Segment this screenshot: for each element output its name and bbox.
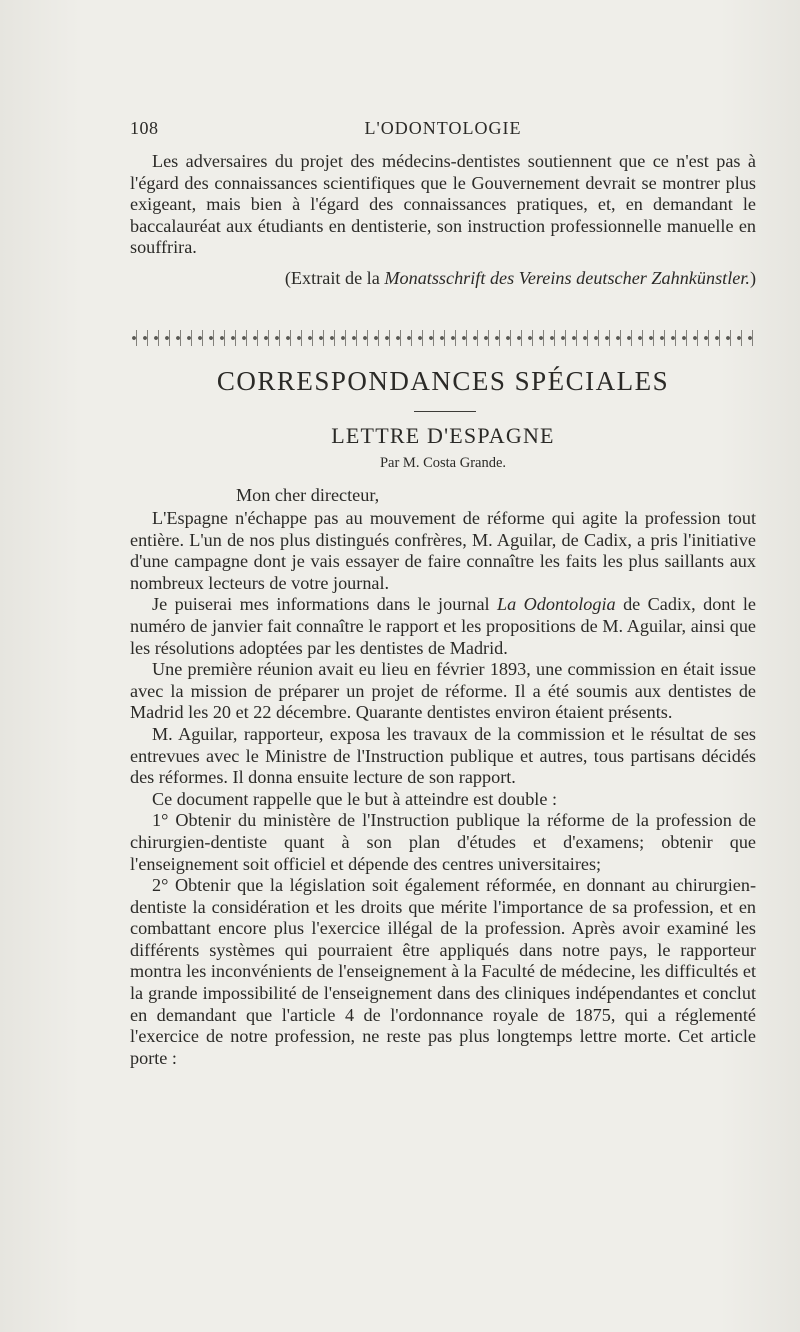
- decorative-divider: [130, 330, 756, 346]
- paragraph-6: 1° Obtenir du ministère de l'Instruction publique la réforme de la profession de chirurgien-dentiste quant à son plan d'études et d'examens; obtenir que l'enseignement soit officiel et dépende des centres universitaires;: [130, 810, 756, 874]
- running-title: L'ODONTOLOGIE: [364, 118, 522, 138]
- paragraph-4: M. Aguilar, rapporteur, exposa les travaux de la commission et le résultat de ses entrevues avec le Ministre de l'Instruction publique et autres, tous partisans décidés des réformes. Il donna ensuite lecture de son rapport.: [130, 723, 756, 788]
- source-suffix: ): [749, 267, 756, 288]
- source-prefix: (Extrait de la: [284, 267, 385, 288]
- source-citation: [130, 268, 756, 290]
- paragraph-2-end: de Cadix, dont le numéro de janvier fait connaître le rapport et les propositions de M. Aguilar, ainsi que les résolutions adoptées par les dentistes de Madrid.: [130, 594, 756, 658]
- source-title: Monatsschrift des Vereins deutscher Zahnkünstler.: [384, 267, 750, 288]
- running-head: [130, 118, 756, 142]
- letter-body: [130, 508, 756, 1069]
- page-number: 108: [130, 118, 159, 138]
- paragraph-2: [130, 594, 756, 659]
- paragraph-2-start: Je puiserai mes informations dans le journal: [152, 594, 498, 615]
- title-rule: [414, 411, 476, 412]
- paragraph-5: Ce document rappelle que le but à atteindre est double :: [152, 788, 558, 809]
- journal-name: La Odontologia: [497, 594, 616, 615]
- paragraph-7: 2° Obtenir que la législation soit également réformée, en donnant au chirurgien-dentiste la considération et les droits que mérite l'importance de sa profession, et en combattant encore plus l'exercice illégal de la profession. Après avoir examiné les différents systèmes qui pourraient être appliqués dans notre pays, le rapporteur montra les inconvénients de l'enseignement à la Faculté de médecine, les difficultés et la grande impossibilité de l'enseignement dans des cliniques indépendantes et conclut en demandant que l'article 4 de l'ordonnance royale de 1875, qui a réglementé l'exercice de notre profession, ne reste pas plus longtemps lettre morte. Cet article porte :: [130, 875, 756, 1068]
- opening-text-block: [130, 151, 756, 290]
- letter-title: LETTRE D'ESPAGNE: [331, 423, 555, 448]
- paragraph-1: L'Espagne n'échappe pas au mouvement de réforme qui agite la profession tout entière. L'un de nos plus distingués confrères, M. Aguilar, de Cadix, a pris l'initiative d'une campagne dont je vais essayer de faire connaître les faits les plus saillants aux nombreux lecteurs de votre journal.: [130, 508, 756, 593]
- paragraph-3: Une première réunion avait eu lieu en février 1893, une commission en était issue avec la mission de préparer un projet de réforme. Il a été soumis aux dentistes de Madrid les 20 et 22 décembre. Quarante dentistes environ étaient présents.: [130, 659, 756, 723]
- salutation: Mon cher directeur,: [236, 485, 380, 505]
- opening-paragraph: Les adversaires du projet des médecins-dentistes soutiennent que ce n'est pas à l'égard des connaissances scientifiques que le Gouvernement devrait se montrer plus exigeant, mais bien à l'égard des connaissances pratiques, et, en demandant le baccalauréat aux étudiants en dentisterie, son instruction professionnelle manuelle en souffrira.: [130, 151, 756, 258]
- byline: Par M. Costa Grande.: [379, 455, 507, 471]
- section-title: CORRESPONDANCES SPÉCIALES: [216, 366, 670, 396]
